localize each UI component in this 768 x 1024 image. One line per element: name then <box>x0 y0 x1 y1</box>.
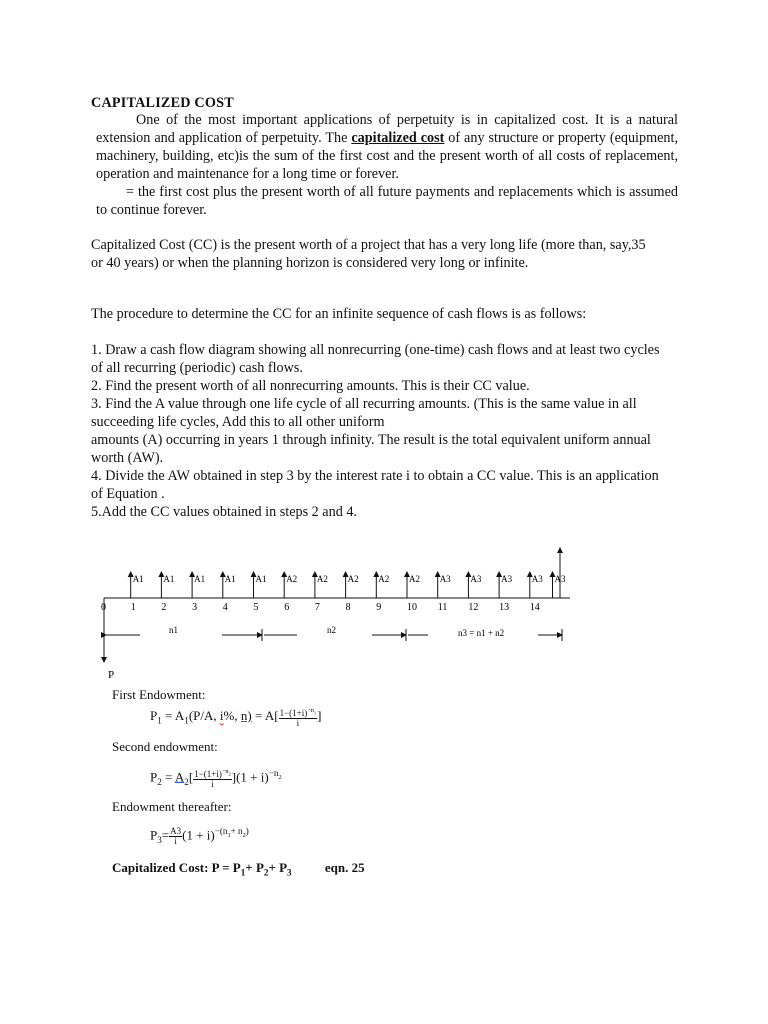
n-segments <box>104 625 562 641</box>
intro-line-1: One of the most important applications of perpetuity is in capitalized cost. It is a natural extension and application of perpetuity. The <box>96 112 678 146</box>
arrow-label-11: A3 <box>439 574 451 584</box>
first-endowment-eq: $P_1 = A_1(P/A$, i%, n) = A[ $\frac{1-(1+i)^{-n_1}}{i}$ ] <box>150 707 322 728</box>
arrow-label-9: A2 <box>378 574 390 584</box>
arrow-label-13: A3 <box>501 574 513 584</box>
tick-14: 14 <box>529 602 540 613</box>
equation-number: eqn. 25 <box>324 860 365 875</box>
step-5: 5.Add the CC values obtained in steps 2 and 4. <box>91 504 357 520</box>
tick-7: 7 <box>314 602 320 613</box>
arrow-label-3: A1 <box>194 574 206 584</box>
step-3-cont: amounts (A) occurring in years 1 through infinity. The result is the total equivalent uniform annual worth (AW). <box>91 432 651 466</box>
arrow-label-12: A3 <box>470 574 482 584</box>
step-1: 1. Draw a cash flow diagram showing all nonrecurring (one-time) cash flows and at least two cycles of all recurring (periodic) cash flows. <box>91 342 660 376</box>
capitalized-cost-link[interactable]: capitalized cost <box>351 130 445 146</box>
arrow-label-7: A2 <box>316 574 328 584</box>
tick-11: 11 <box>437 602 448 613</box>
endowment-formulas <box>112 684 492 884</box>
procedure-steps <box>91 341 671 521</box>
second-endowment-eq: $P_2 = A_2$[ $\frac{1-(1+i)^{-n_2}}{i}$ ]$(1 + i)^{-n_2}$ <box>150 768 282 790</box>
step-2: 2. Find the present worth of all nonrecurring amounts. This is their CC value. <box>91 378 530 394</box>
tick-3: 3 <box>192 602 198 613</box>
tick-4: 4 <box>222 602 228 613</box>
step-3: 3. Find the A value through one life cycle of all recurring amounts. (This is the same value in all succeeding life cycles, Add this to all other uniform <box>91 396 637 430</box>
second-endowment-label: Second endowment: <box>112 739 218 754</box>
tick-2: 2 <box>161 602 167 613</box>
tick-12: 12 <box>468 602 479 613</box>
arrow-label-10: A2 <box>409 574 420 584</box>
third-endowment-label: Endowment thereafter: <box>112 799 232 814</box>
procedure-intro: The procedure to determine the CC for an infinite sequence of cash flows is as follows: <box>91 306 587 322</box>
section-title-row <box>91 94 234 112</box>
p-label: P <box>108 669 115 681</box>
intro-equals-line: = the first cost plus the present worth of all future payments and replacements which is assumed to continue forever. <box>96 184 678 218</box>
tick-8: 8 <box>345 602 351 613</box>
intro-line-2: of any structure or property (equipment, machinery, building, etc)is the sum of the first cost and the present worth of all costs of replacement, operation and maintenance for a long time or forever. <box>96 130 679 182</box>
cash-flow-diagram <box>92 538 582 688</box>
tick-6: 6 <box>284 602 290 613</box>
tick-labels <box>101 602 540 613</box>
recurring-arrows <box>131 574 566 598</box>
arrow-label-4: A1 <box>224 574 236 584</box>
page-title: CAPITALIZED COST <box>91 95 234 111</box>
intro-paragraph <box>96 111 678 219</box>
capitalized-cost-formula: Capitalized Cost: $P = P_1+ P_2+ P_3$ eqn. 25 <box>112 860 365 878</box>
step-4: 4. Divide the AW obtained in step 3 by the interest rate i to obtain a CC value. This is an application of Equation . <box>91 468 659 502</box>
arrow-label-2: A1 <box>163 574 175 584</box>
third-endowment-eq: $P_3=$ $\frac{A3}{i}$ $(1 + i)^{-(n_1+ n_2)}$ <box>150 825 249 846</box>
tick-1: 1 <box>130 602 136 613</box>
tick-10: 10 <box>407 602 417 613</box>
arrow-label-1: A1 <box>132 574 144 584</box>
tick-0: 0 <box>101 602 106 613</box>
definition-paragraph: Capitalized Cost (CC) is the present worth of a project that has a very long life (more than, say,35 or 40 years) or when the planning horizon is considered very long or infinite. <box>91 237 646 271</box>
n1-label: n1 <box>169 625 178 635</box>
tick-9: 9 <box>376 602 382 613</box>
tick-13: 13 <box>499 602 510 613</box>
first-endowment-label: First Endowment: <box>112 687 206 702</box>
arrow-label-14: A3 <box>531 574 543 584</box>
n2-label: n2 <box>327 625 336 635</box>
n3-label: n3 = n1 + n2 <box>458 628 505 638</box>
arrow-label-6: A2 <box>286 574 298 584</box>
intro-text <box>96 111 678 183</box>
arrow-label-15: A3 <box>554 574 566 584</box>
arrow-label-8: A2 <box>347 574 359 584</box>
arrow-label-5: A1 <box>255 574 267 584</box>
tick-5: 5 <box>253 602 259 613</box>
